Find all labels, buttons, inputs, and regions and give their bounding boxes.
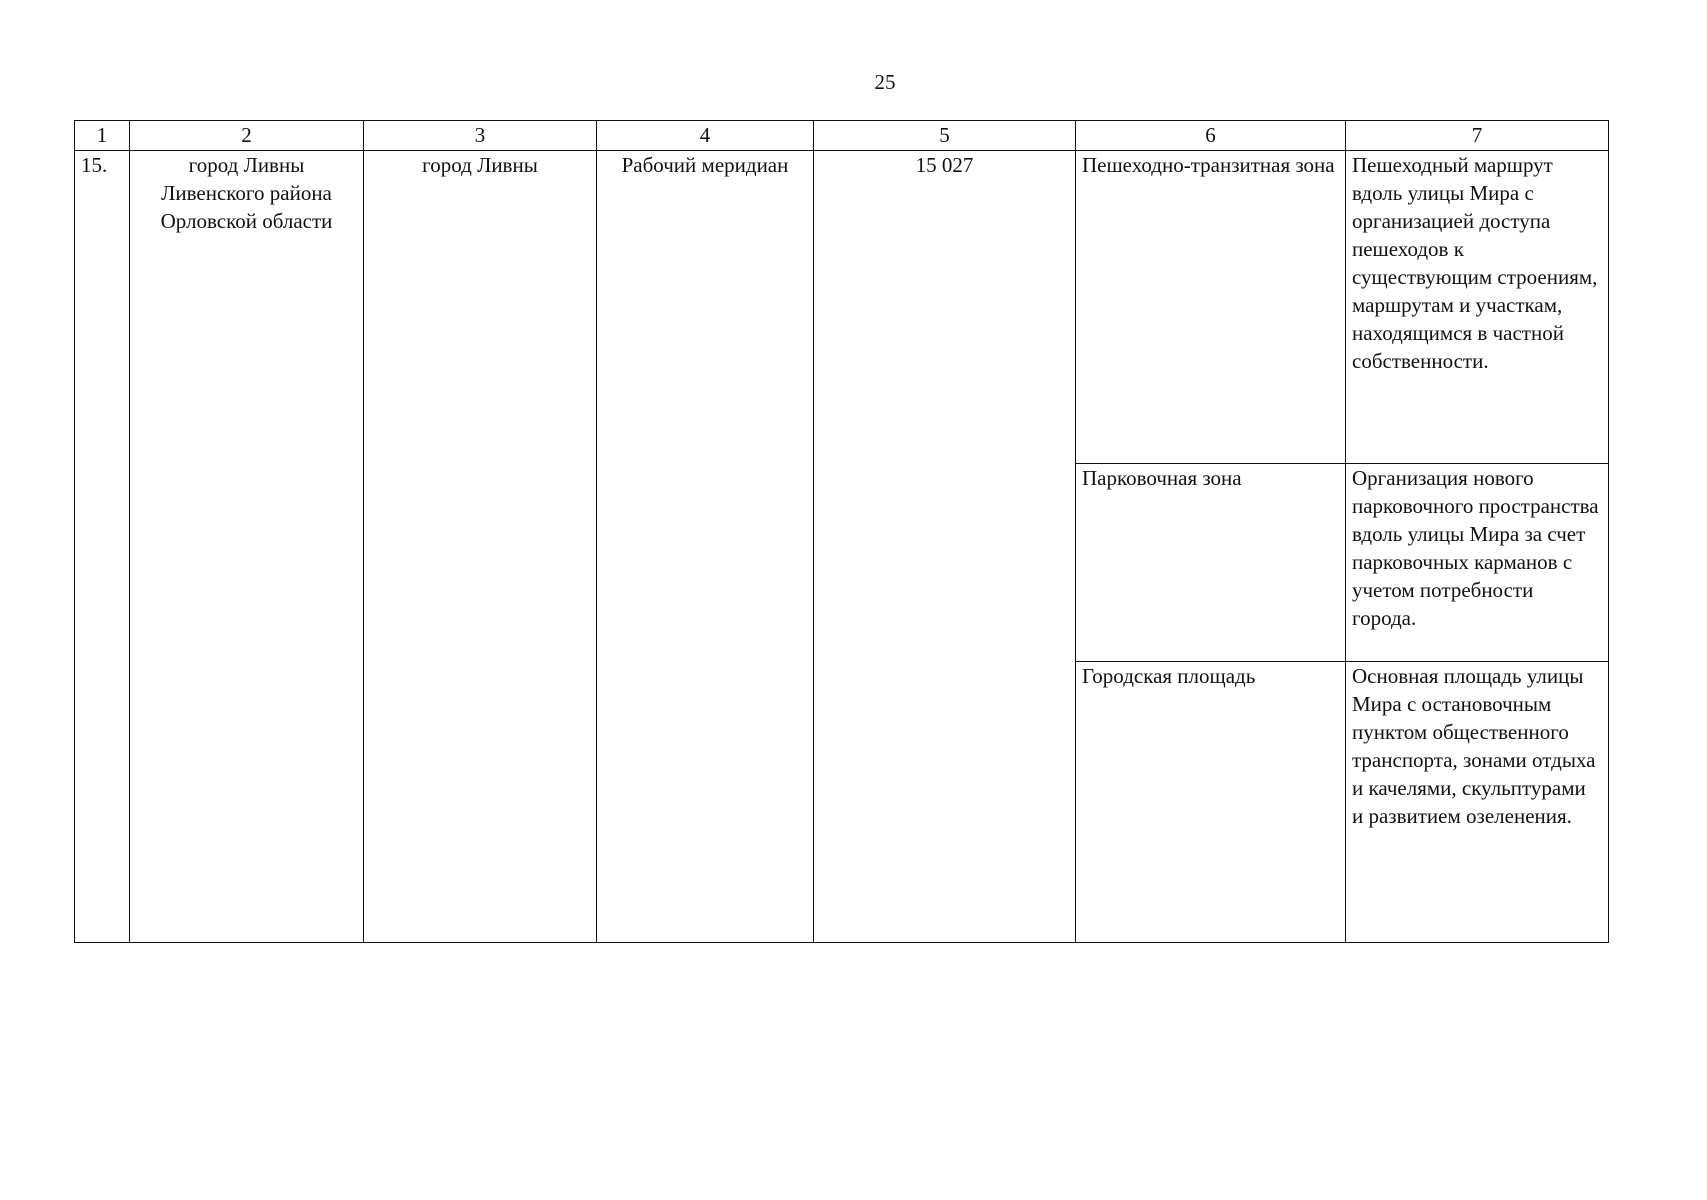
zone-name-cell: Городская площадь [1076,662,1346,943]
zone-description-cell: Основная площадь улицы Мира с остановочным пунктом общественного транспорта, зонами отдыха и качелями, скульптурами и развитием озеленения. [1346,662,1609,943]
header-cell-7: 7 [1346,121,1609,151]
header-cell-4: 4 [597,121,814,151]
zones-table [74,120,1609,943]
row-number-cell: 15. [75,151,130,943]
zone-name-cell: Пешеходно-транзитная зона [1076,151,1346,464]
header-cell-1: 1 [75,121,130,151]
header-cell-3: 3 [364,121,597,151]
area-cell: 15 027 [814,151,1076,943]
zone-name-cell: Парковочная зона [1076,464,1346,662]
zone-description-cell: Организация нового парковочного пространства вдоль улицы Мира за счет парковочных карманов с учетом потребности города. [1346,464,1609,662]
header-cell-5: 5 [814,121,1076,151]
header-row [75,121,1609,151]
zone-description-cell: Пешеходный маршрут вдоль улицы Мира с организацией доступа пешеходов к существующим строениям, маршрутам и участкам, находящимся в частной собственности. [1346,151,1609,464]
header-cell-2: 2 [130,121,364,151]
header-cell-6: 6 [1076,121,1346,151]
table-row [75,151,1609,464]
territory-cell: Рабочий меридиан [597,151,814,943]
municipality-cell: город Ливны Ливенского района Орловской области [130,151,364,943]
page-number: 25 [874,70,896,94]
settlement-cell: город Ливны [364,151,597,943]
